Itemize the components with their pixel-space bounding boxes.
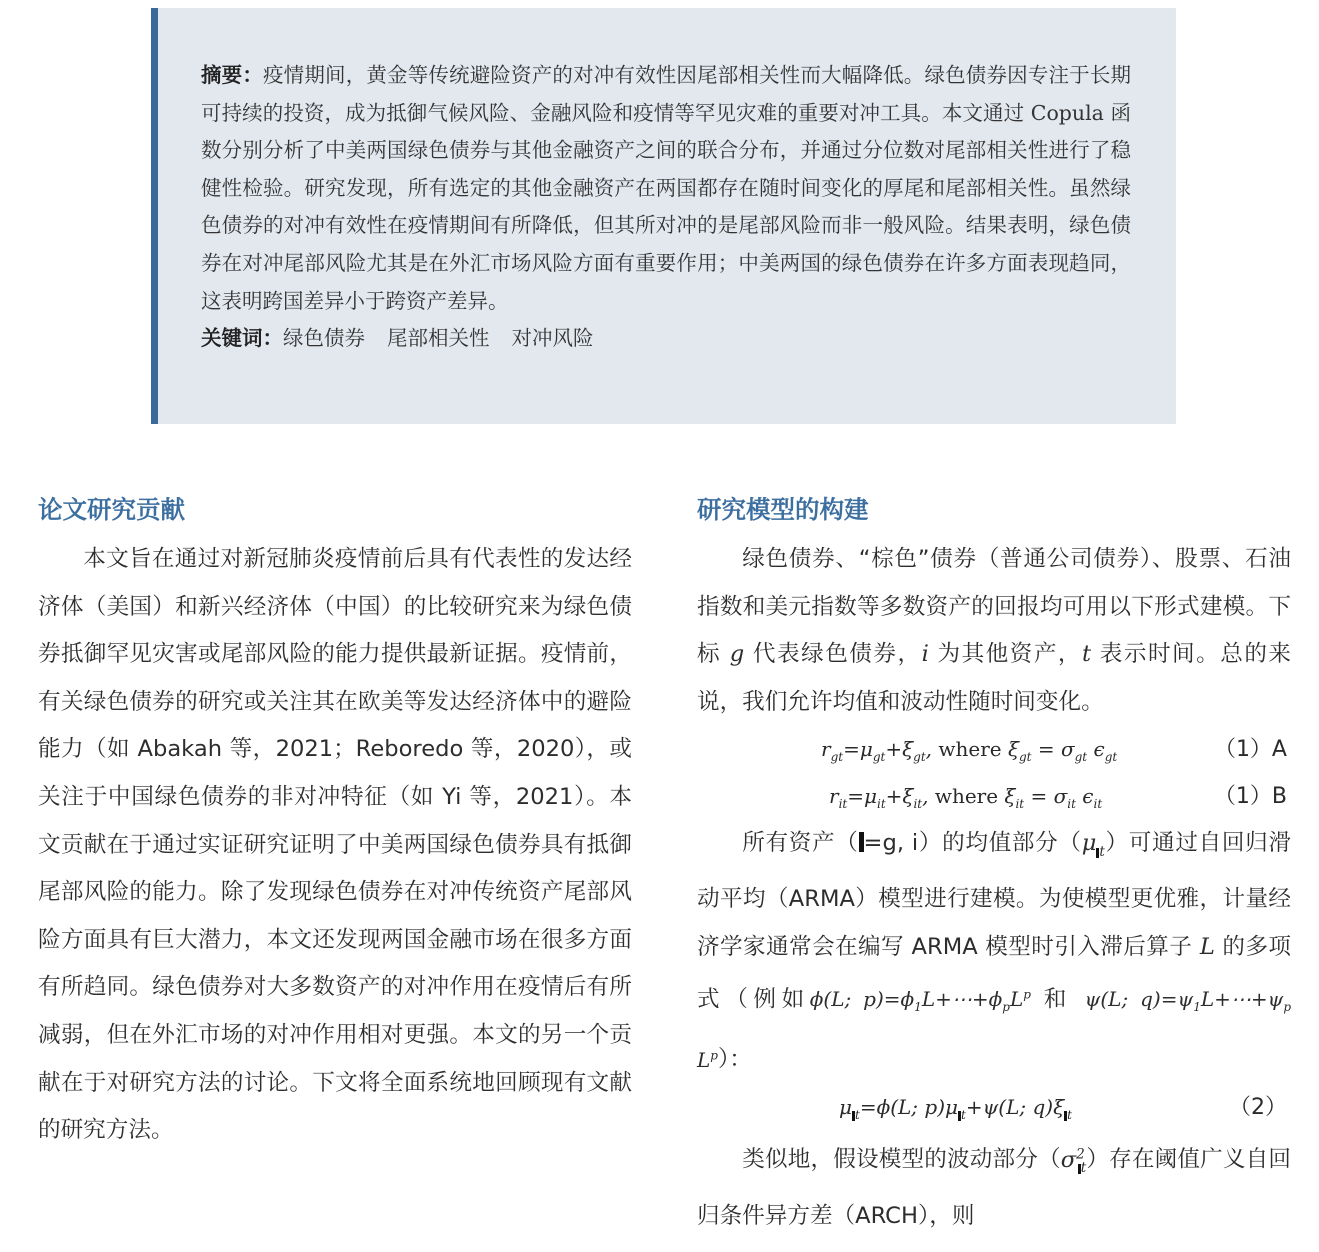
keyword: 尾部相关性: [387, 326, 490, 351]
abstract-paragraph: [201, 57, 1131, 320]
section-heading-model: 研究模型的构建: [697, 495, 869, 524]
equation-1a: $r_{gt}=\mu_{gt}+\xi_{gt}$, where $\xi_{gt} = \sigma_{gt}$ $\epsilon_{gt}$ （1）A: [697, 726, 1291, 773]
equation-1b: $r_{it}=\mu_{it}+\xi_{it}$, where $\xi_{it} = \sigma_{it}$ $\epsilon_{it}$ （1）B: [697, 773, 1291, 820]
equation-number: （1）B: [1213, 784, 1287, 810]
equation-number: （1）A: [1213, 737, 1287, 763]
contribution-paragraph: 本文旨在通过对新冠肺炎疫情前后具有代表性的发达经济体（美国）和新兴经济体（中国）的比较研究来为绿色债券抵御罕见灾害或尾部风险的能力提供最新证据。疫情前，有关绿色债券的研究或关注其在欧美等发达经济体中的避险能力（如 Abakah 等，2021；Reboredo 等，2020），或关注于中国绿色债券的非对冲特征（如 Yi 等，2021）。本文贡献在于通过实证研究证明了中美两国绿色债券具有抵御尾部风险的能力。除了发现绿色债券在对冲传统资产尾部风险方面具有巨大潜力，本文还发现两国金融市场在很多方面有所趋同。绿色债券对大多数资产的对冲作用在疫情后有所减弱，但在外汇市场的对冲作用相对更强。本文的另一个贡献在于对研究方法的讨论。下文将全面系统地回顾现有文献的研究方法。: [38, 546, 632, 1144]
abstract-box: [151, 8, 1176, 424]
keywords-line: [201, 320, 1131, 358]
model-paragraph-3: 类似地，假设模型的波动部分$(\sigma^2_t)$存在阈值广义自回归条件异方差（ARCH），则: [697, 1146, 1292, 1229]
keywords-label: 关键词：: [201, 326, 283, 351]
section-heading-contribution: 论文研究贡献: [38, 495, 185, 524]
model-paragraph-1: 绿色债券、“棕色”债券（普通公司债券）、股票、石油指数和美元指数等多数资产的回报均可用以下形式建模。下标 g 代表绿色债券，i 为其他资产，t 表示时间。总的来说，我们允许均值和波动性随时间变化。: [697, 546, 1292, 715]
left-column: [38, 484, 632, 1155]
keyword: 对冲风险: [511, 326, 594, 351]
right-column: [697, 484, 1291, 1240]
abstract-label: 摘要：: [201, 63, 264, 87]
model-paragraph-2: 所有资产（ =g, i）的均值部分（μ $_t$）可通过自回归滑动平均（ARMA）模型进行建模。为使模型更优雅，计量经济学家通常会在编写 ARMA 模型时引入滞后算子 L 的多项式（例如ϕ(L; $p)=\phi_1L+\cdots+\phi_pL^p$ 和 ψ(L; $q)=\psi_1L+\cdots+\psi_p$ $L^p$）：: [697, 830, 1292, 1073]
abstract-text: 疫情期间，黄金等传统避险资产的对冲有效性因尾部相关性而大幅降低。绿色债券因专注于长期可持续的投资，成为抵御气候风险、金融风险和疫情等罕见灾难的重要对冲工具。本文通过 Copula 函数分别分析了中美两国绿色债券与其他金融资产之间的联合分布，并通过分位数对尾部相关性进行了稳健性检验。研究发现，所有选定的其他金融资产在两国都存在随时间变化的厚尾和尾部相关性。虽然绿色债券的对冲有效性在疫情期间有所降低，但其所对冲的是尾部风险而非一般风险。结果表明，绿色债券在对冲尾部风险尤其是在外汇市场风险方面有重要作用；中美两国的绿色债券在许多方面表现趋同，这表明跨国差异小于跨资产差异。: [201, 63, 1132, 313]
equation-number: （2）: [1229, 1095, 1287, 1121]
equation-2: μ $_t$=ϕ(L; p)μ $_t$+ψ(L; q)ξ $_t$ （2）: [697, 1084, 1291, 1131]
keyword: 绿色债券: [283, 326, 365, 351]
